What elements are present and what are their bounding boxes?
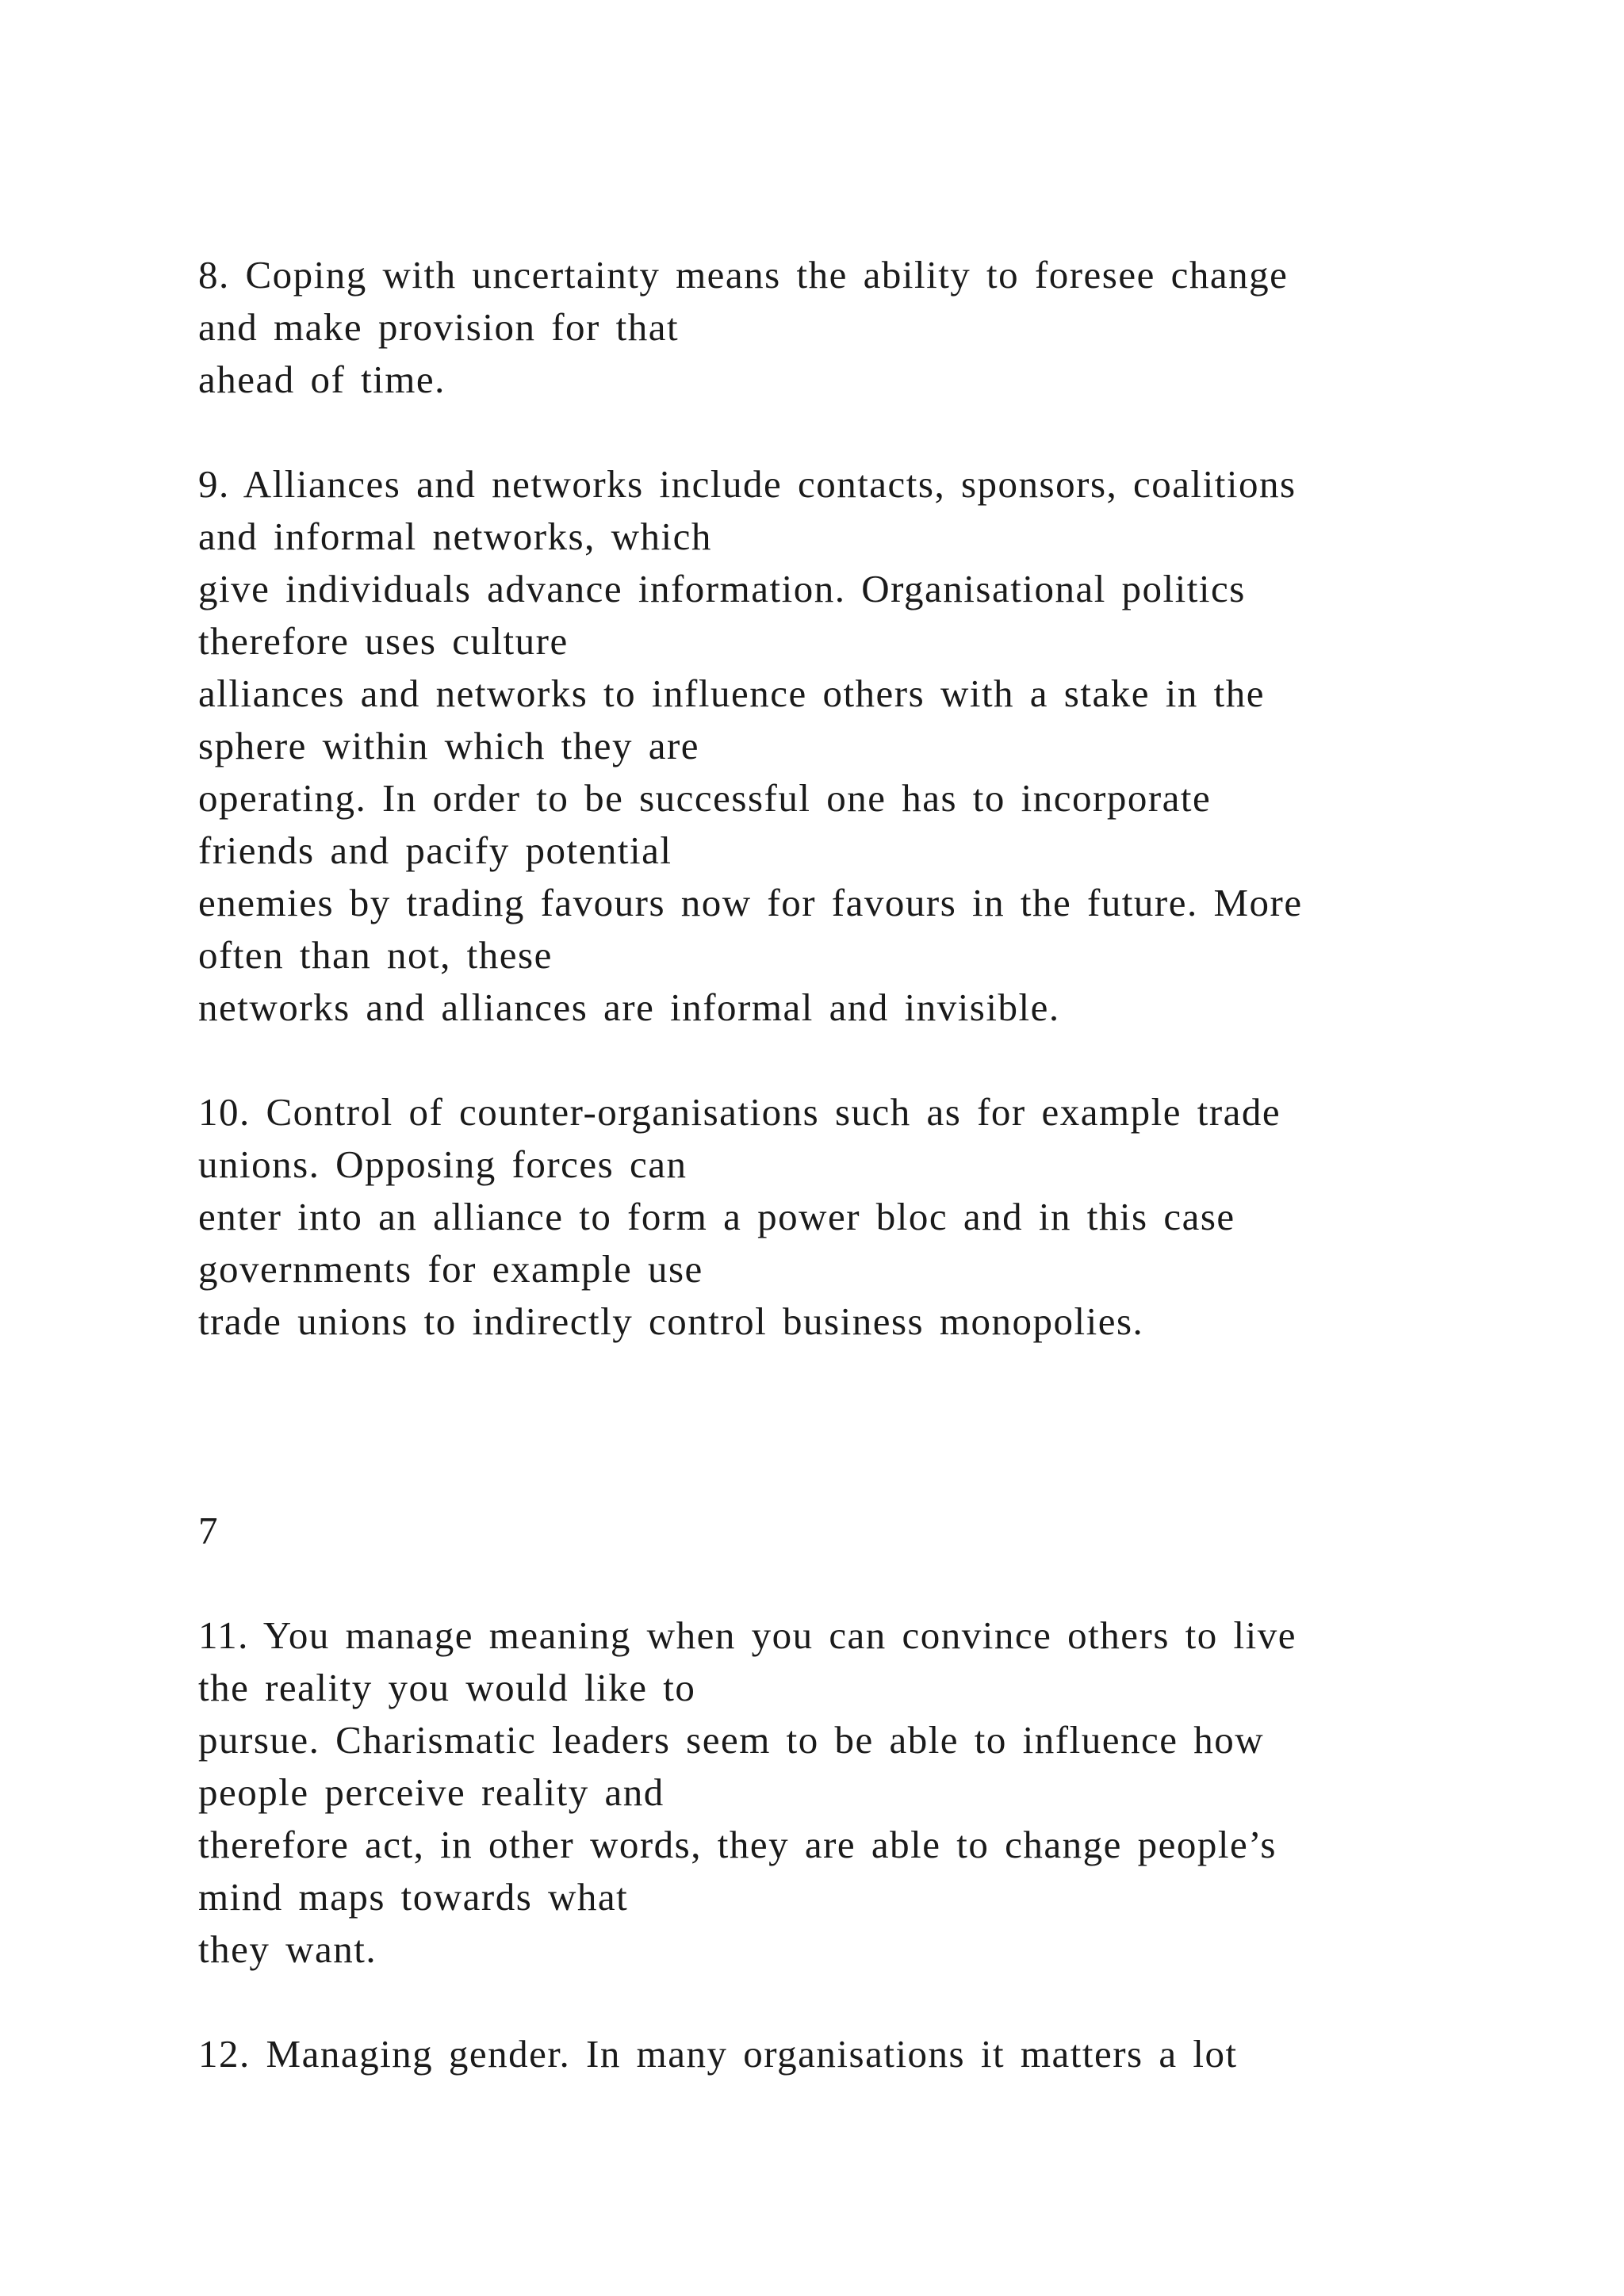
paragraph-line: therefore uses culture — [198, 619, 569, 663]
paragraph-line: trade unions to indirectly control business monopolies. — [198, 1299, 1144, 1343]
paragraph-spacer — [198, 1348, 1546, 1505]
paragraph-10 — [198, 1086, 1546, 1348]
paragraph-line: and make provision for that — [198, 305, 680, 349]
paragraph-line: the reality you would like to — [198, 1666, 696, 1709]
paragraph-line: give individuals advance information. Organisational politics — [198, 567, 1246, 610]
paragraph-line: pursue. Charismatic leaders seem to be able to influence how — [198, 1718, 1265, 1762]
paragraph-line: 12. Managing gender. In many organisations it matters a lot — [198, 2032, 1238, 2076]
paragraph-line: governments for example use — [198, 1247, 703, 1291]
paragraph-line: 10. Control of counter-organisations such as for example trade — [198, 1090, 1281, 1134]
paragraph-line: and informal networks, which — [198, 515, 712, 558]
paragraph-line: mind maps towards what — [198, 1875, 629, 1919]
paragraph-line: enter into an alliance to form a power bloc and in this case — [198, 1195, 1235, 1238]
paragraph-12 — [198, 2028, 1546, 2080]
paragraph-8 — [198, 249, 1546, 406]
paragraph-line: enemies by trading favours now for favours in the future. More — [198, 881, 1303, 924]
paragraph-spacer — [198, 1557, 1546, 1609]
paragraph-spacer — [198, 1034, 1546, 1086]
document-body — [198, 249, 1546, 2080]
paragraph-line: unions. Opposing forces can — [198, 1142, 688, 1186]
paragraph-line: 9. Alliances and networks include contacts, sponsors, coalitions — [198, 462, 1297, 506]
paragraph-line: they want. — [198, 1927, 377, 1971]
paragraph-line: operating. In order to be successful one has to incorporate — [198, 776, 1212, 820]
paragraph-line: alliances and networks to influence others with a stake in the — [198, 672, 1265, 715]
paragraph-11 — [198, 1609, 1546, 1976]
paragraph-line: therefore act, in other words, they are able to change people’s — [198, 1823, 1277, 1866]
paragraph-line: networks and alliances are informal and invisible. — [198, 985, 1060, 1029]
paragraph-spacer — [198, 406, 1546, 458]
paragraph-spacer — [198, 1976, 1546, 2028]
paragraph-line: friends and pacify potential — [198, 828, 672, 872]
paragraph-line: ahead of time. — [198, 358, 446, 401]
paragraph-line: 8. Coping with uncertainty means the ability to foresee change — [198, 253, 1289, 297]
paragraph-line: people perceive reality and — [198, 1770, 665, 1814]
paragraph-line: 11. You manage meaning when you can convince others to live — [198, 1613, 1297, 1657]
page-number: 7 — [198, 1509, 219, 1552]
paragraph-line: often than not, these — [198, 933, 553, 977]
paragraph-line: sphere within which they are — [198, 724, 700, 767]
paragraph-9 — [198, 458, 1546, 1034]
